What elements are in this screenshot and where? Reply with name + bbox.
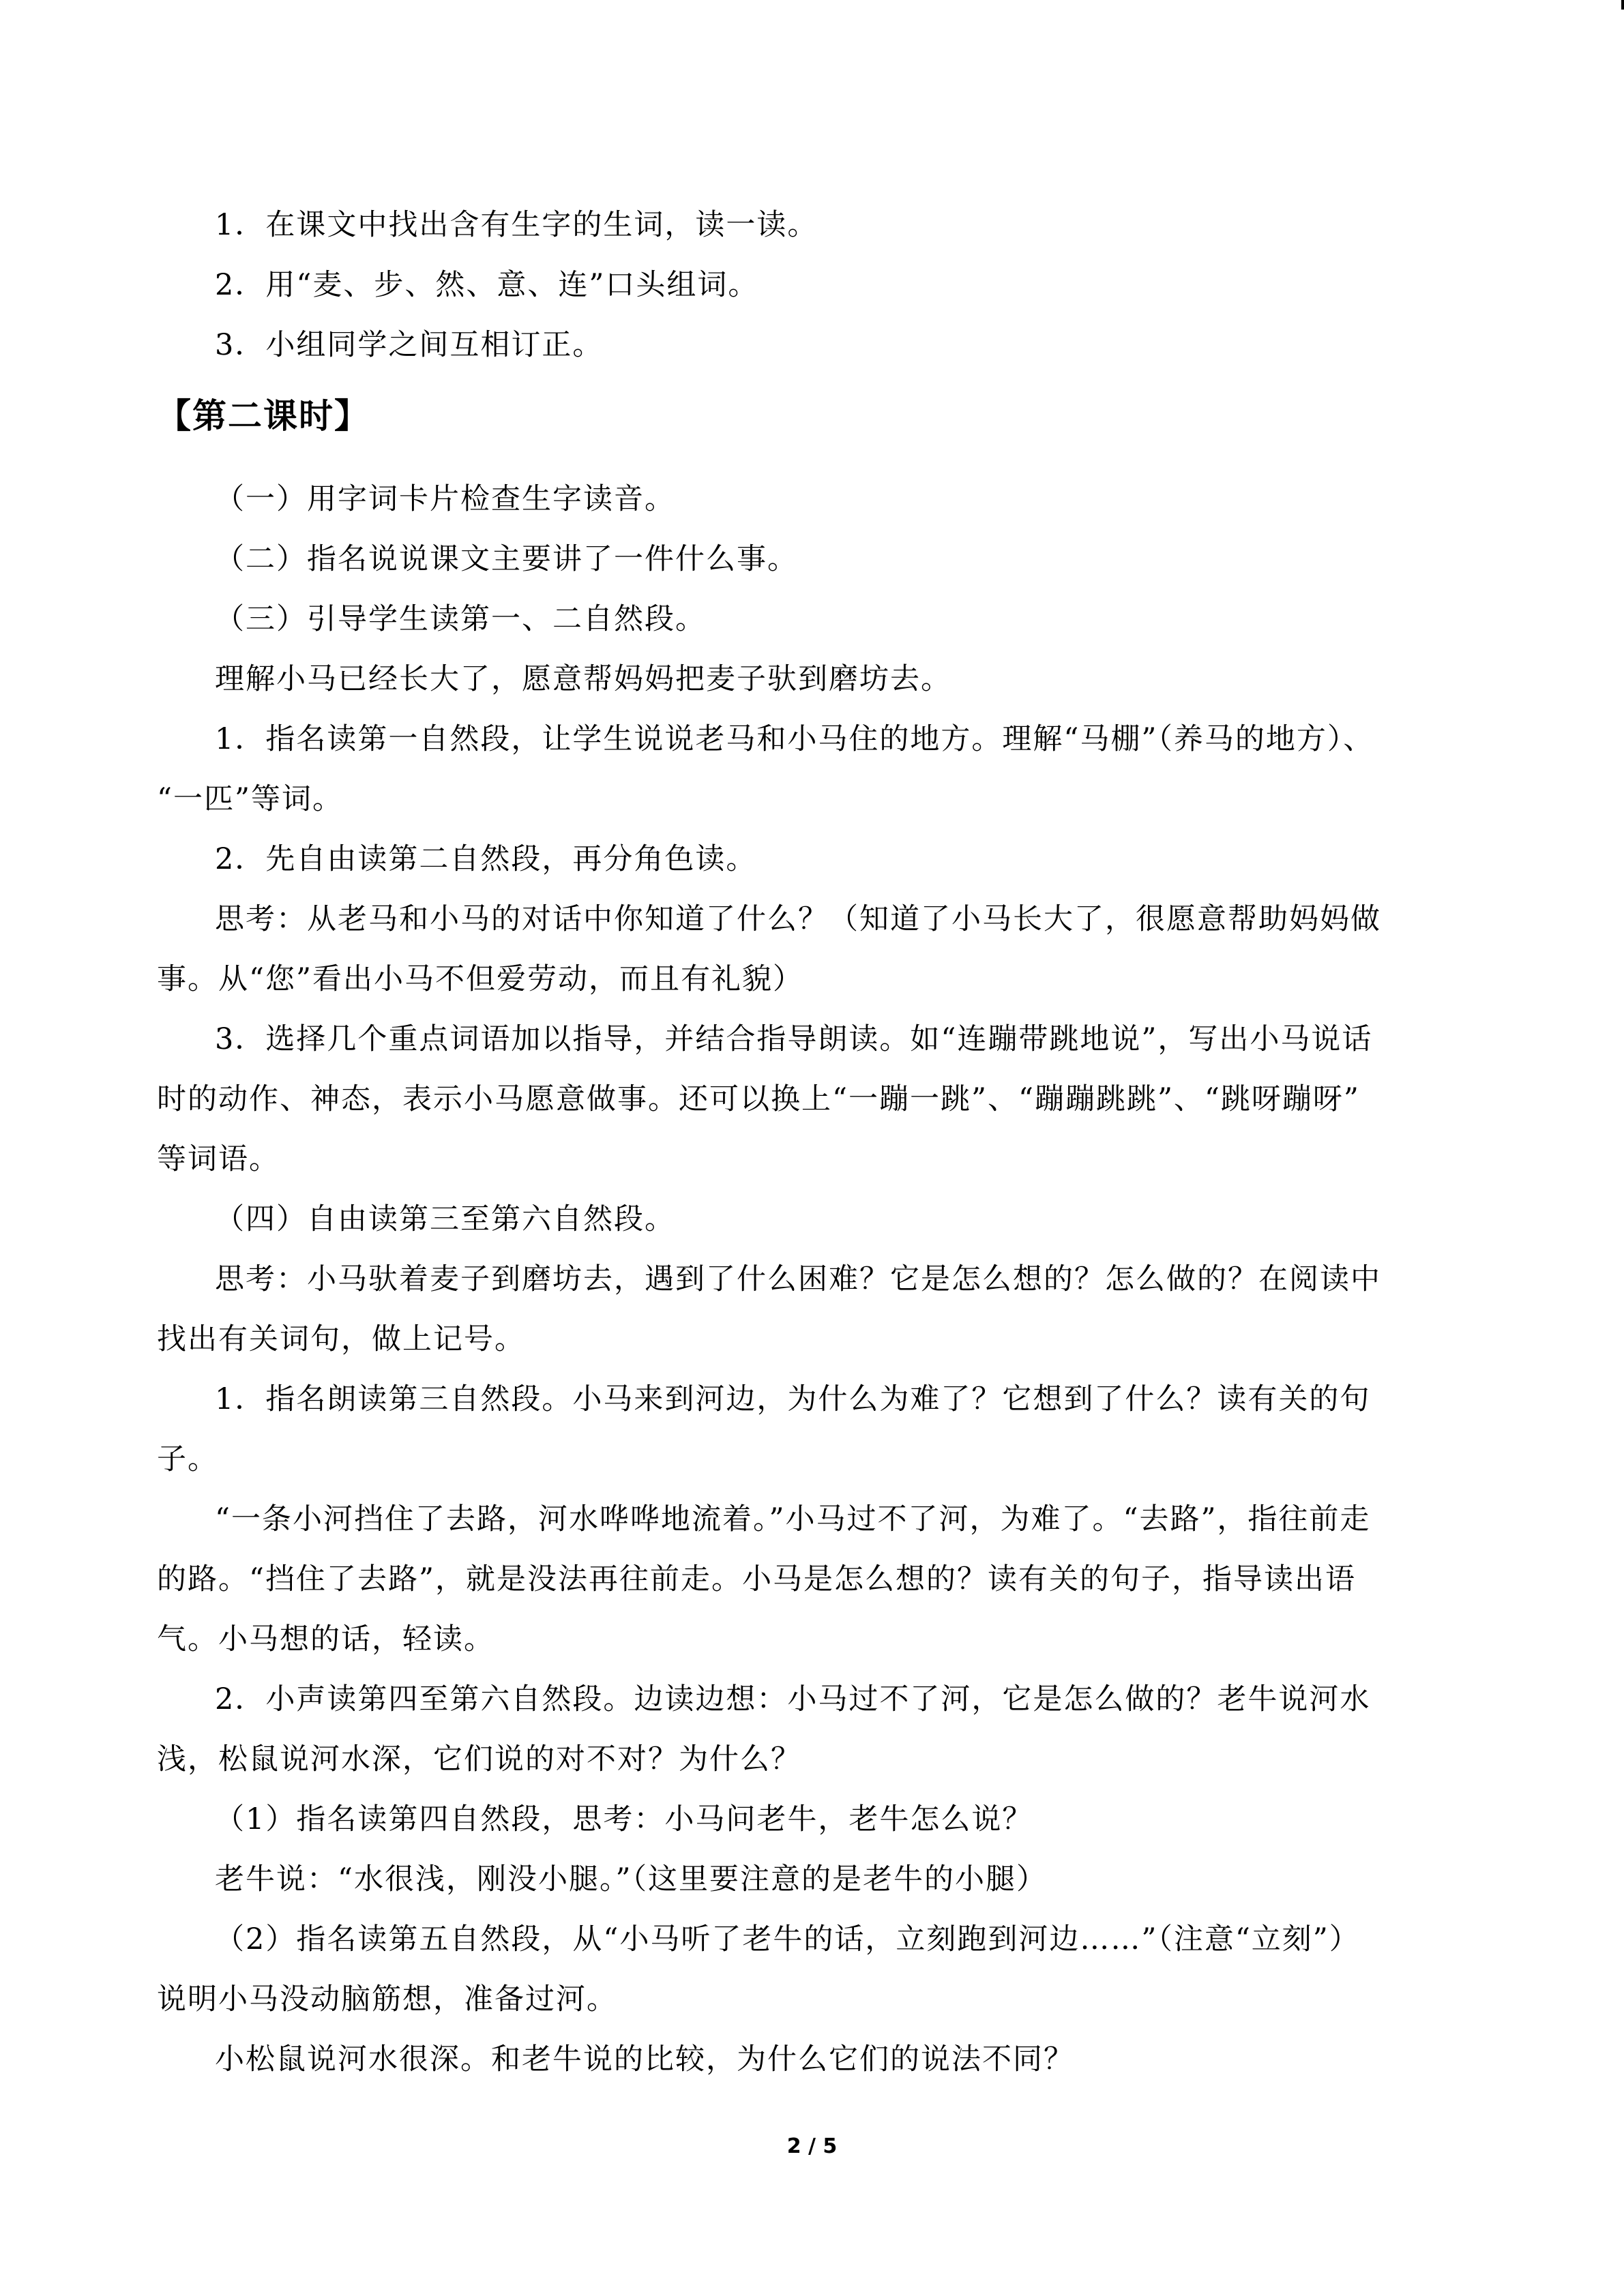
text-line: （二）指名说说课文主要讲了一件什么事。 [215, 542, 798, 576]
text-line: 等词语。 [157, 1142, 280, 1176]
text-line: 2．用“麦、步、然、意、连”口头组词。 [215, 268, 759, 302]
text-line: 说明小马没动脑筋想，准备过河。 [157, 1982, 617, 2016]
text-line: 1．指名朗读第三自然段。小马来到河边，为什么为难了？它想到了什么？读有关的句 [215, 1382, 1371, 1416]
text-line: 气。小马想的话，轻读。 [157, 1622, 494, 1656]
text-line: 老牛说：“水很浅，刚没小腿。”（这里要注意的是老牛的小腿） [215, 1862, 1047, 1896]
text-line: （四）自由读第三至第六自然段。 [215, 1202, 675, 1236]
text-line: 思考：小马驮着麦子到磨坊去，遇到了什么困难？它是怎么想的？怎么做的？在阅读中 [215, 1262, 1381, 1296]
page-edge-mark [1621, 0, 1624, 10]
section-heading: 【第二课时】 [157, 396, 370, 436]
text-line: “一条小河挡住了去路，河水哗哗地流着。”小马过不了河，为难了。“去路”，指往前走 [215, 1502, 1371, 1536]
text-line: （一）用字词卡片检查生字读音。 [215, 482, 675, 516]
text-line: 浅，松鼠说河水深，它们说的对不对？为什么？ [157, 1742, 801, 1776]
text-line: 2．先自由读第二自然段，再分角色读。 [215, 842, 757, 876]
text-line: 子。 [157, 1442, 218, 1476]
text-line: 时的动作、神态，表示小马愿意做事。还可以换上“一蹦一跳”、“蹦蹦跳跳”、“跳呀蹦呀” [157, 1082, 1360, 1116]
text-line: 小松鼠说河水很深。和老牛说的比较，为什么它们的说法不同？ [215, 2042, 1074, 2076]
text-line: （1）指名读第四自然段，思考：小马问老牛，老牛怎么说？ [215, 1802, 1033, 1836]
text-line: 的路。“挡住了去路”，就是没法再往前走。小马是怎么想的？读有关的句子，指导读出语 [157, 1562, 1356, 1596]
text-line: （三）引导学生读第一、二自然段。 [215, 602, 706, 636]
text-line: “一匹”等词。 [157, 782, 343, 816]
text-line: 找出有关词句，做上记号。 [157, 1322, 525, 1356]
text-line: 1．在课文中找出含有生字的生词，读一读。 [215, 208, 818, 242]
text-line: 事。从“您”看出小马不但爱劳动，而且有礼貌） [157, 962, 803, 996]
text-line: 3．选择几个重点词语加以指导，并结合指导朗读。如“连蹦带跳地说”，写出小马说话 [215, 1022, 1373, 1056]
text-line: （2）指名读第五自然段，从“小马听了老牛的话，立刻跑到河边……”（注意“立刻”） [215, 1922, 1360, 1956]
text-line: 3．小组同学之间互相订正。 [215, 328, 604, 362]
text-line: 1．指名读第一自然段，让学生说说老马和小马住的地方。理解“马棚”（养马的地方）、 [215, 722, 1374, 756]
text-line: 思考：从老马和小马的对话中你知道了什么？（知道了小马长大了，很愿意帮助妈妈做 [215, 902, 1381, 936]
text-line: 理解小马已经长大了，愿意帮妈妈把麦子驮到磨坊去。 [215, 662, 951, 696]
page-number: 2 / 5 [786, 2134, 838, 2158]
text-line: 2．小声读第四至第六自然段。边读边想：小马过不了河，它是怎么做的？老牛说河水 [215, 1682, 1371, 1716]
